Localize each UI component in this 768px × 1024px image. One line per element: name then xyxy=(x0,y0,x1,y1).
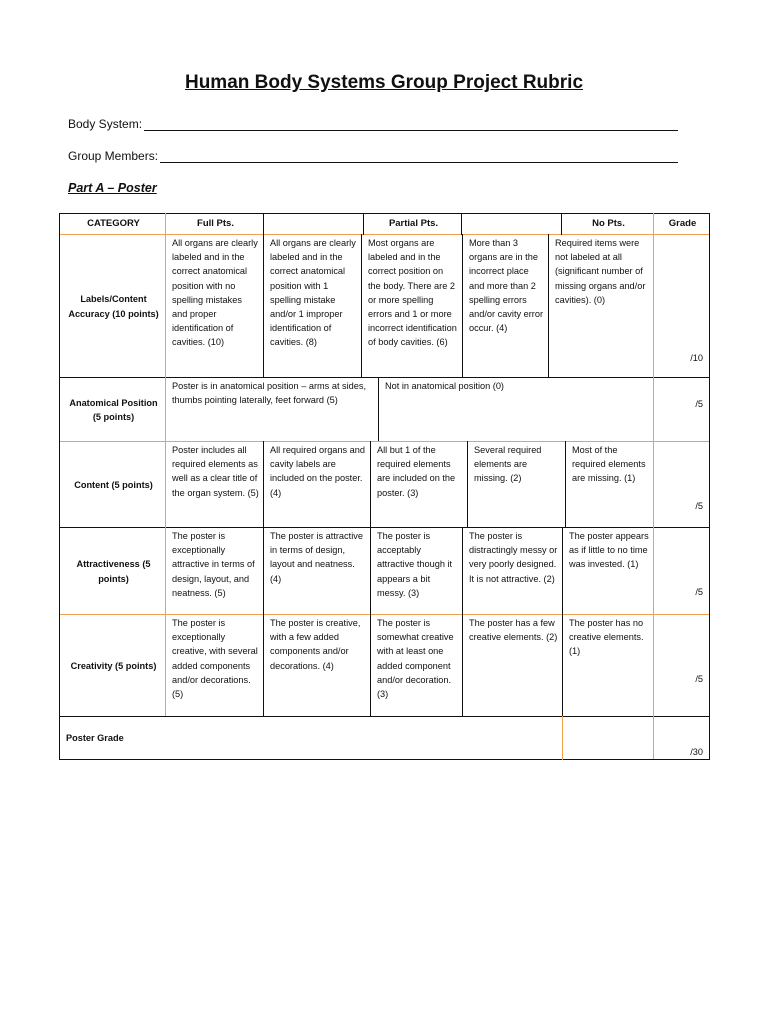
header-grade: Grade xyxy=(668,218,697,230)
criteria-cell: The poster has a few creative elements. (2) xyxy=(469,618,558,643)
table-line xyxy=(562,716,563,760)
criteria-cell: The poster is attractive in terms of design, layout and neatness. (4) xyxy=(270,531,363,584)
criteria-cell: Several required elements are missing. (2) xyxy=(474,445,542,484)
criteria-cell: The poster is creative, with a few added components and/or decorations. (4) xyxy=(270,618,361,671)
header-category: CATEGORY xyxy=(87,218,140,230)
grade-content[interactable]: /5 xyxy=(695,500,703,511)
criteria-cell: Most of the required elements are missing. (1) xyxy=(572,445,646,484)
header-full-pts: Full Pts. xyxy=(197,218,234,230)
body-system-field[interactable] xyxy=(68,117,678,131)
criteria-cell: All required organs and cavity labels are included on the poster. (4) xyxy=(270,445,365,498)
group-members-label: Group Members: xyxy=(68,149,159,163)
criteria-cell: The poster is somewhat creative with at least one added component and/or decoration. (3) xyxy=(377,618,454,700)
poster-grade-label: Poster Grade xyxy=(66,733,124,743)
table-line xyxy=(263,213,264,235)
body-system-line[interactable] xyxy=(144,121,678,131)
criteria-cell: Poster is in anatomical position – arms at sides, thumbs pointing laterally, feet forward (5) xyxy=(172,381,367,406)
criteria-cell: The poster appears as if little to no time was invested. (1) xyxy=(569,531,649,570)
criteria-cell: More than 3 organs are in the incorrect place and more than 2 spelling errors and/or cavity error occur. (4) xyxy=(469,238,544,334)
table-line xyxy=(59,716,710,717)
part-a-heading: Part A – Poster xyxy=(68,181,157,195)
document-title: Human Body Systems Group Project Rubric xyxy=(184,72,584,93)
grade-attractiveness[interactable]: /5 xyxy=(695,586,703,597)
table-line xyxy=(59,759,710,760)
criteria-cell: The poster is distractingly messy or very poorly designed. It is not attractive. (2) xyxy=(469,531,558,584)
criteria-cell: The poster is acceptably attractive though it appears a bit messy. (3) xyxy=(377,531,453,598)
group-members-field[interactable] xyxy=(68,149,678,163)
category-attractiveness: Attractiveness (5 points) xyxy=(76,559,151,584)
criteria-cell: Poster includes all required elements as well as a clear title of the organ system. (5) xyxy=(172,445,259,498)
group-members-line[interactable] xyxy=(160,153,678,163)
body-system-label: Body System: xyxy=(68,117,143,131)
grade-total[interactable]: /30 xyxy=(690,746,703,757)
header-partial-pts: Partial Pts. xyxy=(388,218,439,230)
criteria-cell: The poster is exceptionally attractive in terms of design, layout, and neatness. (5) xyxy=(172,531,255,598)
table-line xyxy=(461,213,462,235)
grade-anatomical[interactable]: /5 xyxy=(695,398,703,409)
criteria-cell: The poster is exceptionally creative, with several added components and/or decorations. (5) xyxy=(172,618,258,700)
criteria-cell: All but 1 of the required elements are included on the poster. (3) xyxy=(377,445,456,498)
criteria-cell: Most organs are labeled and in the correct position on the body. There are 2 or more spelling errors and 1 or more incorrect identification of body cavities. (6) xyxy=(368,238,457,348)
criteria-cell: All organs are clearly labeled and in the correct anatomical position with no spelling mistakes and proper identification of cavities. (10) xyxy=(172,238,258,348)
category-creativity: Creativity (5 points) xyxy=(70,660,157,671)
category-labels: Labels/Content Accuracy (10 points) xyxy=(68,294,159,319)
header-no-pts: No Pts. xyxy=(592,218,625,230)
grade-creativity[interactable]: /5 xyxy=(695,673,703,684)
criteria-cell: The poster has no creative elements. (1) xyxy=(569,618,644,657)
criteria-cell: Required items were not labeled at all (significant number of missing organs and/or cavities). (0) xyxy=(555,238,646,305)
table-line xyxy=(709,213,710,760)
grade-labels[interactable]: /10 xyxy=(690,352,703,363)
criteria-cell: All organs are clearly labeled and in the correct anatomical position with 1 spelling mistake and/or 1 improper identification of cavities. (8) xyxy=(270,238,356,348)
category-anatomical: Anatomical Position (5 points) xyxy=(69,397,158,422)
category-content: Content (5 points) xyxy=(74,479,153,490)
criteria-cell: Not in anatomical position (0) xyxy=(385,381,504,391)
